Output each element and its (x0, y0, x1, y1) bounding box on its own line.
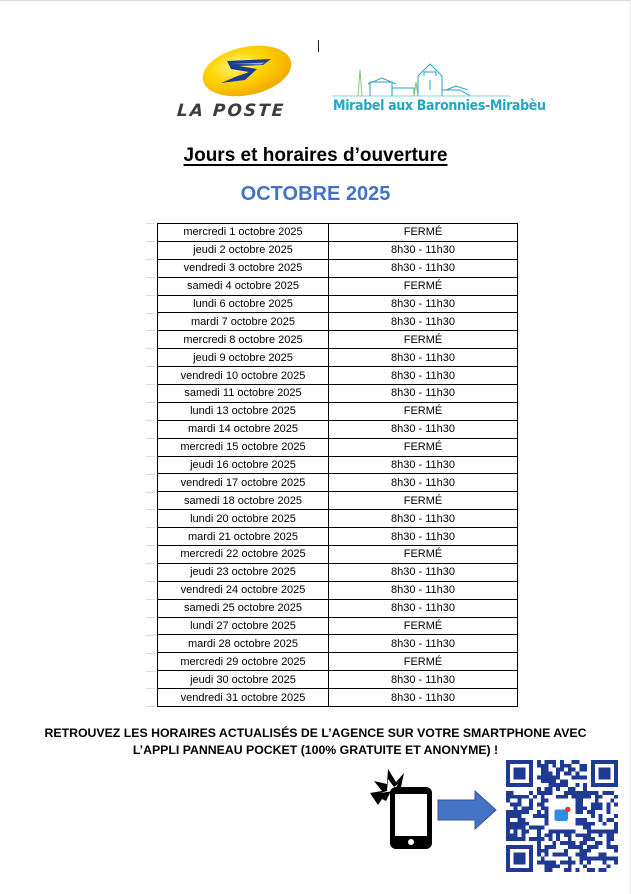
schedule-row (158, 367, 518, 385)
text-cursor (318, 40, 319, 52)
schedule-hours: 8h30 - 11h30 (329, 528, 518, 546)
schedule-hours: 8h30 - 11h30 (329, 295, 518, 313)
schedule-hours: 8h30 - 11h30 (329, 420, 518, 438)
schedule-hours: 8h30 - 11h30 (329, 241, 518, 259)
row-guide-tick (146, 509, 155, 510)
row-guide-tick (146, 348, 155, 349)
row-guide-tick (146, 474, 155, 475)
schedule-row (158, 689, 518, 707)
schedule-hours: 8h30 - 11h30 (329, 313, 518, 331)
schedule-hours: FERMÉ (329, 331, 518, 349)
schedule-hours: 8h30 - 11h30 (329, 689, 518, 707)
notice-line-1: RETROUVEZ LES HORAIRES ACTUALISÉS DE L’AGENCE SUR VOTRE SMARTPHONE AVEC (44, 726, 587, 740)
schedule-hours: 8h30 - 11h30 (329, 367, 518, 385)
schedule-row (158, 546, 518, 564)
schedule-body (158, 224, 518, 707)
schedule-day: mercredi 1 octobre 2025 (158, 224, 329, 242)
schedule-day: lundi 6 octobre 2025 (158, 295, 329, 313)
row-guide-tick (146, 635, 155, 636)
schedule-hours: FERMÉ (329, 546, 518, 564)
qr-code[interactable] (506, 760, 618, 872)
schedule-day: mardi 7 octobre 2025 (158, 313, 329, 331)
schedule-hours: FERMÉ (329, 402, 518, 420)
schedule-row (158, 295, 518, 313)
schedule-row (158, 259, 518, 277)
notice-line-2: L’APPLI PANNEAU POCKET (100% GRATUITE ET ANONYME) ! (132, 743, 499, 757)
schedule-row (158, 402, 518, 420)
schedule-hours: 8h30 - 11h30 (329, 349, 518, 367)
schedule-day: mercredi 22 octobre 2025 (158, 546, 329, 564)
schedule-row (158, 331, 518, 349)
schedule-row (158, 385, 518, 403)
schedule-hours: 8h30 - 11h30 (329, 385, 518, 403)
schedule-hours: 8h30 - 11h30 (329, 259, 518, 277)
schedule-day: vendredi 3 octobre 2025 (158, 259, 329, 277)
schedule-day: mardi 14 octobre 2025 (158, 420, 329, 438)
row-guide-tick (146, 313, 155, 314)
schedule-hours: 8h30 - 11h30 (329, 563, 518, 581)
schedule-day: vendredi 10 octobre 2025 (158, 367, 329, 385)
schedule-row (158, 313, 518, 331)
schedule-day: samedi 18 octobre 2025 (158, 492, 329, 510)
schedule-row (158, 510, 518, 528)
schedule-day: mardi 28 octobre 2025 (158, 635, 329, 653)
row-guide-tick (146, 438, 155, 439)
schedule-day: lundi 27 octobre 2025 (158, 617, 329, 635)
schedule-day: samedi 25 octobre 2025 (158, 599, 329, 617)
row-guide-tick (146, 527, 155, 528)
schedule-day: jeudi 9 octobre 2025 (158, 349, 329, 367)
la-poste-wordmark: LA POSTE (176, 101, 286, 121)
opening-hours-table (157, 223, 518, 707)
smartphone-notification-icon (368, 765, 438, 850)
schedule-hours: FERMÉ (329, 492, 518, 510)
schedule-row (158, 474, 518, 492)
arrow-right-icon (437, 790, 497, 830)
row-guide-tick (146, 688, 155, 689)
schedule-day: vendredi 31 octobre 2025 (158, 689, 329, 707)
village-skyline-icon (330, 60, 520, 100)
schedule-row (158, 438, 518, 456)
schedule-hours: FERMÉ (329, 277, 518, 295)
schedule-day: mercredi 8 octobre 2025 (158, 331, 329, 349)
schedule-hours: FERMÉ (329, 653, 518, 671)
row-guide-tick (146, 599, 155, 600)
schedule-hours: 8h30 - 11h30 (329, 456, 518, 474)
schedule-day: lundi 13 octobre 2025 (158, 402, 329, 420)
row-guide-tick (146, 366, 155, 367)
schedule-hours: FERMÉ (329, 617, 518, 635)
schedule-row (158, 277, 518, 295)
schedule-day: vendredi 24 octobre 2025 (158, 581, 329, 599)
month-heading: OCTOBRE 2025 (240, 183, 391, 205)
schedule-row (158, 224, 518, 242)
page-top-border (0, 0, 631, 1)
schedule-day: jeudi 23 octobre 2025 (158, 563, 329, 581)
schedule-row (158, 456, 518, 474)
schedule-hours: 8h30 - 11h30 (329, 671, 518, 689)
page-title (0, 145, 631, 167)
row-guide-tick (146, 402, 155, 403)
schedule-day: samedi 4 octobre 2025 (158, 277, 329, 295)
row-guide-tick (146, 581, 155, 582)
schedule-day: mercredi 15 octobre 2025 (158, 438, 329, 456)
schedule-hours: 8h30 - 11h30 (329, 635, 518, 653)
schedule-row (158, 492, 518, 510)
row-guide-tick (146, 706, 155, 707)
row-guide-tick (146, 241, 155, 242)
schedule-hours: 8h30 - 11h30 (329, 474, 518, 492)
schedule-hours: 8h30 - 11h30 (329, 581, 518, 599)
row-guide-tick (146, 456, 155, 457)
row-guide-tick (146, 330, 155, 331)
schedule-row (158, 671, 518, 689)
schedule-row (158, 653, 518, 671)
schedule-day: jeudi 16 octobre 2025 (158, 456, 329, 474)
la-poste-emblem-icon (201, 45, 293, 97)
schedule-day: mardi 21 octobre 2025 (158, 528, 329, 546)
schedule-hours: FERMÉ (329, 438, 518, 456)
row-guide-tick (146, 295, 155, 296)
schedule-row (158, 241, 518, 259)
row-guide-tick (146, 653, 155, 654)
mirabel-logo (330, 60, 546, 122)
row-guide-tick (146, 617, 155, 618)
schedule-row (158, 528, 518, 546)
schedule-row (158, 599, 518, 617)
schedule-day: mercredi 29 octobre 2025 (158, 653, 329, 671)
row-guide-tick (146, 259, 155, 260)
schedule-row (158, 635, 518, 653)
schedule-hours: FERMÉ (329, 224, 518, 242)
schedule-day: samedi 11 octobre 2025 (158, 385, 329, 403)
row-guide-tick (146, 492, 155, 493)
row-guide-tick (146, 420, 155, 421)
page-title-text: Jours et horaires d’ouverture (183, 145, 448, 166)
row-guide-tick (146, 545, 155, 546)
row-guide-tick (146, 277, 155, 278)
schedule-row (158, 617, 518, 635)
row-guide-tick (146, 223, 155, 224)
schedule-hours: 8h30 - 11h30 (329, 599, 518, 617)
schedule-day: jeudi 2 octobre 2025 (158, 241, 329, 259)
row-guide-tick (146, 563, 155, 564)
mirabel-wordmark: Mirabel aux Baronnies-Mirabèu (333, 98, 546, 114)
row-guide-tick (146, 671, 155, 672)
schedule-day: jeudi 30 octobre 2025 (158, 671, 329, 689)
schedule-day: vendredi 17 octobre 2025 (158, 474, 329, 492)
panneau-pocket-notice (30, 725, 601, 759)
schedule-row (158, 420, 518, 438)
row-guide-tick (146, 384, 155, 385)
schedule-row (158, 581, 518, 599)
schedule-row (158, 349, 518, 367)
la-poste-logo (175, 45, 305, 125)
schedule-day: lundi 20 octobre 2025 (158, 510, 329, 528)
schedule-row (158, 563, 518, 581)
schedule-hours: 8h30 - 11h30 (329, 510, 518, 528)
